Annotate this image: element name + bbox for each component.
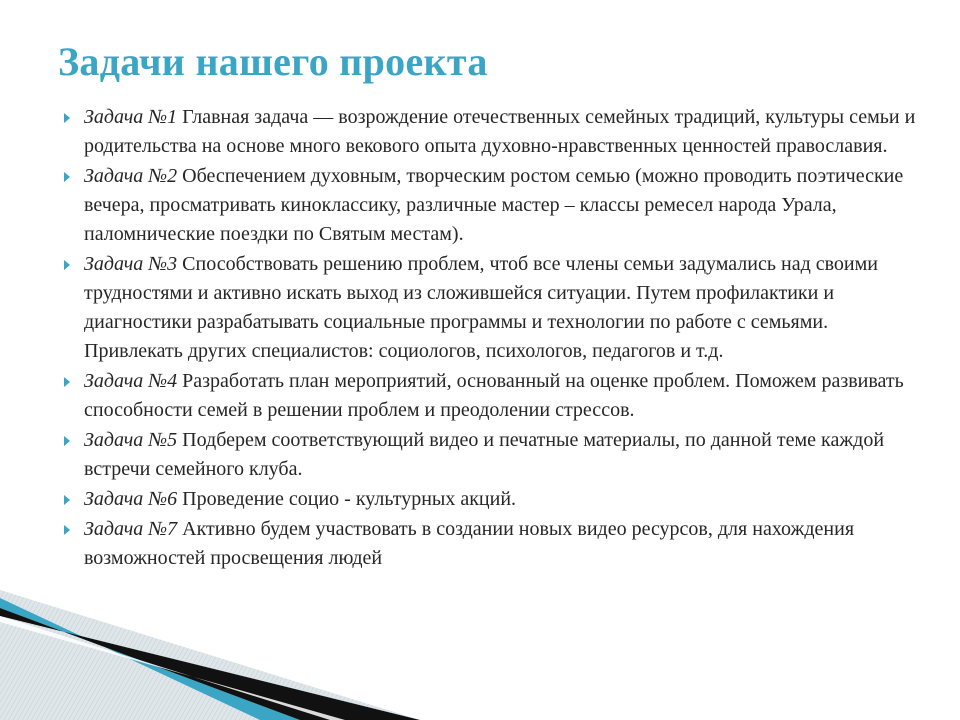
white-stripe (0, 616, 345, 720)
bullet-arrow-icon (64, 525, 70, 535)
task-list (62, 103, 922, 574)
task-text: Обеспечением духовным, творческим ростом семью (можно проводить поэтические вечера, просматривать киноклассику, различные мастер – классы ремесел народа Урала, паломнические поездки по Святым местам). (84, 165, 904, 245)
task-text: Главная задача — возрождение отечественных семейных традиций, культуры семьи и родительства на основе много векового опыта духовно-нравственных ценностей православия. (84, 106, 916, 157)
list-item (62, 162, 922, 249)
task-label: Задача №2 (84, 165, 178, 187)
task-text: Проведение социо - культурных акций. (177, 488, 517, 510)
task-label: Задача №4 (84, 370, 178, 392)
bullet-arrow-icon (64, 495, 70, 505)
list-item (62, 485, 922, 514)
bullet-arrow-icon (64, 172, 70, 182)
task-text: Подберем соответствующий видео и печатные материалы, по данной теме каждой встречи семейного клуба. (84, 429, 885, 480)
task-text: Разработать план мероприятий, основанный на оценке проблем. Поможем развивать способности семей в решении проблем и преодолении стрессов. (84, 370, 904, 421)
list-item (62, 103, 922, 161)
task-label: Задача №5 (84, 429, 178, 451)
bullet-arrow-icon (64, 260, 70, 270)
hatched-wedge (0, 590, 420, 720)
task-text: Способствовать решению проблем, чтоб все члены семьи задумались над своими трудностями и активно искать выход из сложившейся ситуации. Путем профилактики и диагностики разрабатывать социальные программы и технологии по работе с семьями. Привлекать других специалистов: социологов, психологов, педагогов и т.д. (84, 253, 878, 362)
decorative-swoosh (0, 590, 420, 720)
bullet-arrow-icon (64, 436, 70, 446)
blue-stripe (0, 598, 300, 720)
slide-title: Задачи нашего проекта (58, 39, 488, 84)
task-label: Задача №6 (84, 488, 178, 510)
list-item (62, 250, 922, 366)
bullet-arrow-icon (64, 113, 70, 123)
list-item (62, 367, 922, 425)
task-label: Задача №1 (84, 106, 178, 128)
task-text: Активно будем участвовать в создании новых видео ресурсов, для нахождения возможностей просвещения людей (84, 518, 855, 569)
bullet-arrow-icon (64, 377, 70, 387)
task-label: Задача №3 (84, 253, 178, 275)
list-item (62, 426, 922, 484)
list-item (62, 515, 922, 573)
task-label: Задача №7 (84, 518, 178, 540)
black-stripe (0, 608, 420, 720)
